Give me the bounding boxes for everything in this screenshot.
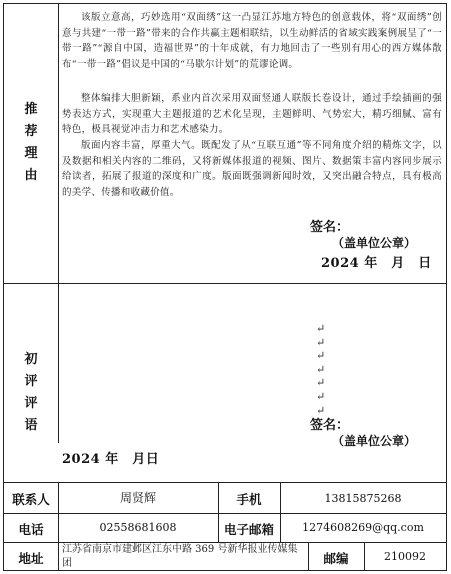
- label-char: 由: [24, 168, 38, 183]
- divider: [4, 513, 446, 514]
- paragraph-mark-icon: ↵: [316, 403, 326, 417]
- label-char: 初: [24, 352, 38, 367]
- paragraph-mark-icon: ↵: [316, 335, 326, 349]
- paragraph-mark-icon: ↵: [316, 389, 326, 403]
- paragraph-mark-icon: ↵: [316, 376, 326, 390]
- email-value: 1274608269@qq.com: [302, 521, 424, 534]
- address-value: 江苏省南京市建邺区江东中路 369 号新华报业传媒集团: [62, 544, 298, 569]
- divider: [4, 482, 446, 483]
- divider: [58, 283, 59, 443]
- phone-value: 02558681608: [99, 521, 177, 534]
- paragraph-mark-icon: ↵: [316, 362, 326, 376]
- preliminary-date: 2024 年 月日: [62, 452, 160, 467]
- contact-person-value: 周贤辉: [119, 491, 156, 505]
- preliminary-signature: 签名：: [310, 418, 350, 433]
- recommendation-signature: 签名：: [310, 220, 350, 235]
- recommendation-paragraph: 整体编排大胆新颖，系业内首次采用双面竖通人联版长卷设计，通过手绘插画的强势表达方式，实现重大主题报道的艺术化呈现，主题鲜明、气势宏大，精巧细腻、富有特色，极具视觉冲击力和艺术感染力。: [62, 93, 442, 136]
- postcode-value: 210092: [384, 550, 426, 563]
- mobile-label: 手机: [236, 492, 262, 507]
- label-char: 语: [24, 418, 38, 433]
- preliminary-seal: （盖单位公章）: [332, 434, 417, 448]
- label-char: 评: [24, 396, 38, 411]
- phone-label: 电话: [18, 522, 44, 537]
- label-char: 荐: [24, 124, 38, 139]
- label-char: 评: [24, 374, 38, 389]
- recommendation-seal: （盖单位公章）: [332, 236, 417, 250]
- recommendation-paragraph: 版面内容丰富，厚重大气。既配发了从“互联互通”等不同角度介绍的精炼文字，以及数据和相关内容的二维码，又将新媒体报道的视频、图片、数据策丰富内容同步展示给读者，拓展了报道的深度和广度。版面既强调新闻时效，又突出融合特点，具有极高的美学、传播和收藏价值。: [62, 140, 442, 198]
- appraisal-form: [3, 3, 447, 571]
- label-char: 推: [24, 102, 38, 117]
- paragraph-mark-icon: ↵: [316, 322, 326, 335]
- preliminary-review-label: [4, 349, 58, 437]
- paragraph-marks: [316, 322, 325, 417]
- label-char: 理: [24, 146, 38, 161]
- recommendation-label: [4, 99, 58, 187]
- paragraph-mark-icon: ↵: [316, 349, 326, 363]
- divider: [4, 283, 446, 284]
- recommendation-date: 2024 年 月 日: [321, 256, 432, 271]
- address-label: 地址: [18, 551, 44, 566]
- email-label: 电子邮箱: [223, 522, 274, 537]
- recommendation-paragraph: 该版立意高，巧妙选用“双面绣”这一凸显江苏地方特色的创意载体，将“双面绣”创意与共建“一带一路”带来的合作共赢主题相联结，以生动鲜活的省域实践案例展呈了“一带一路”“源自中国，造福世界”的十年成就，有力地回击了一些别有用心的西方媒体散布“一带一路”倡议是中国的“马歇尔计划”的荒谬论调。: [62, 12, 442, 70]
- contact-person-label: 联系人: [12, 492, 50, 507]
- postcode-label: 邮编: [323, 551, 349, 566]
- divider: [58, 4, 59, 283]
- mobile-value: 13815875268: [324, 492, 402, 505]
